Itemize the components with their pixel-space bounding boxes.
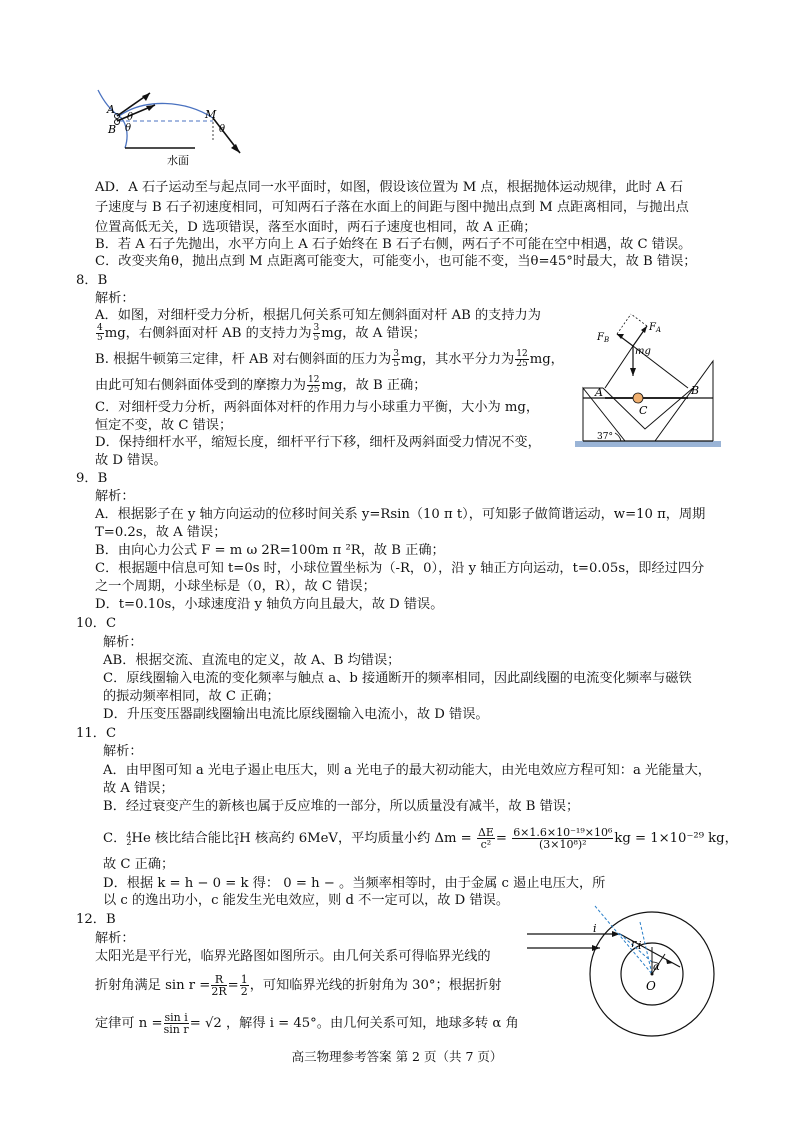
q10-answer: 10．C	[76, 616, 117, 631]
fig3-r-label: r	[631, 937, 637, 950]
q10-jiexi: 解析：	[103, 635, 143, 650]
fig2-fb-label: F	[597, 332, 604, 343]
q12-line-3: 定律可 n = $\frac{\text{sin i}}{\text{sin r}}$ = √2 ，解得 i = 45°。由几何关系可知，地球多转 α 角	[95, 1011, 519, 1036]
q8-a-line-2: $\frac{4}{5}$ mg，右侧斜面对杆 AB 的支持力为 $\frac{3}{5}$ mg，故 A 错误；	[97, 323, 427, 343]
stone-trajectory-figure	[95, 88, 255, 176]
fig3-alpha-label: α	[653, 962, 660, 973]
fig2-mg-label: mg	[635, 346, 651, 357]
q9-c-line-2: 之一个周期，小球坐标是（0，R），故 C 错误；	[95, 579, 376, 594]
q8-jiexi: 解析：	[95, 291, 135, 306]
q10-ab: AB．根据交流、直流电的定义，故 A、B 均错误；	[103, 653, 401, 668]
q11-a-line-2: 故 A 错误；	[103, 781, 174, 796]
q7-ad-line-3: 位置高低无关，D 选项错误，落至水面时，两石子速度也相同，故 A 正确；	[95, 220, 537, 235]
svg-text:FA	[648, 322, 661, 334]
fig1-theta-1: θ	[127, 112, 134, 123]
rod-incline-figure	[575, 306, 723, 454]
q9-c-line-1: C．根据题中信息可知 t=0s 时，小球位置坐标为（-R，0），沿 y 轴正方向运动，t=0.05s，即经过四分	[95, 561, 705, 576]
q8-b-line-1: B. 根据牛顿第三定律，杆 AB 对右侧斜面的压力为 $\frac{3}{5}$ mg，其水平分力为 $\frac{12}{25}$ mg，	[95, 349, 564, 369]
q12-jiexi: 解析：	[95, 931, 135, 946]
fig2-label-b: B	[691, 384, 700, 397]
q10-d: D．升压变压器副线圈输出电流比原线圈输入电流小，故 D 错误。	[103, 707, 489, 722]
q8-b-line-2: 由此可知右侧斜面体受到的摩擦力为 $\frac{12}{25}$ mg，故 B 正确；	[95, 375, 427, 395]
q8-d-line-1: D．保持细杆水平，缩短长度，细杆平行下移，细杆及两斜面受力情况不变，	[95, 435, 541, 450]
q9-jiexi: 解析：	[95, 489, 135, 504]
q7-ad-line-1: AD．A 石子运动至与起点同一水平面时，如图，假设该位置为 M 点，根据抛体运动规律，此时 A 石	[95, 180, 683, 195]
q12-line-1: 太阳光是平行光，临界光路图如图所示。由几何关系可得临界光线的	[95, 949, 491, 964]
q11-d-line-2: 以 c 的逸出功小，c 能发生光电效应，则 d 不一定可以，故 D 错误。	[103, 893, 510, 908]
fig1-label-m: M	[205, 108, 217, 121]
q10-c-line-2: 的振动频率相同，故 C 正确；	[103, 689, 280, 704]
fig1-label-a: A	[107, 103, 115, 116]
fig2-fa-label: F	[649, 322, 656, 333]
fig1-water-label: 水面	[167, 154, 189, 167]
q9-answer: 9．B	[76, 471, 108, 486]
q11-c-line-2: 故 C 正确；	[103, 857, 175, 872]
q11-b: B．经过衰变产生的新核也属于反应堆的一部分，所以质量没有减半，故 B 错误；	[103, 799, 580, 814]
q9-b: B．由向心力公式 F = m ω 2R=100m π ²R，故 B 正确；	[95, 543, 445, 558]
earth-refraction-figure	[525, 902, 730, 1037]
q8-answer: 8．B	[76, 273, 108, 288]
q11-d-line-1: D．根据 k = h − 0 = k 得： 0 = h − 。当频率相等时，由于金属 c 遏止电压大，所	[103, 876, 606, 891]
q10-c-line-1: C．原线圈输入电流的变化频率与触点 a、b 接通断开的频率相同，因此副线圈的电流变化频率与磁铁	[103, 671, 692, 686]
q9-a-line-1: A．根据影子在 y 轴方向运动的位移时间关系 y=Rsin（10 π t），可知影子做简谐运动，w=10 π，周期	[95, 507, 706, 522]
q12-line-2: 折射角满足 sin r = $\frac{R}{2R}$ = $\frac{1}{2}$ ，可知临界光线的折射角为 30°；根据折射	[95, 973, 502, 998]
q8-d-line-2: 故 D 错误。	[95, 453, 167, 468]
q8-a-line-1: A．如图，对细杆受力分析，根据几何关系可知左侧斜面对杆 AB 的支持力为	[95, 308, 541, 323]
q8-c-line-2: 恒定不变，故 C 错误；	[95, 418, 233, 433]
q7-c: C．改变夹角θ，抛出点到 M 点距离可能变大，可能变小，也可能不变，当θ=45°时最大，故 B 错误；	[95, 254, 697, 269]
q9-a-line-2: T=0.2s，故 A 错误；	[95, 525, 227, 540]
q7-b: B．若 A 石子先抛出，水平方向上 A 石子始终在 B 石子右侧，两石子不可能在空中相遇，故 C 错误。	[95, 237, 692, 252]
fig3-i-label-2: i	[638, 939, 642, 952]
fig2-fa-sub: A	[655, 326, 662, 334]
fig2-label-a: A	[595, 386, 603, 399]
fig1-theta-2: θ	[125, 123, 132, 134]
fig2-fb-sub: B	[603, 336, 610, 344]
q9-d: D．t=0.10s，小球速度沿 y 轴负方向且最大，故 D 错误。	[95, 597, 444, 612]
fig1-theta-3: θ	[219, 124, 226, 135]
fig3-i-label: i	[593, 922, 597, 935]
svg-text:FB	[596, 332, 609, 344]
q12-answer: 12．B	[76, 912, 116, 927]
fig2-angle-label: 37°	[597, 432, 613, 442]
q11-c-line-1: C．$^4_2$He 核比结合能比$^2_1$H 核高约 6MeV，平均质量小约 Δm = $\frac{\Delta E}{\text{c²}}$ = $\frac{\text{6×1.6×10⁻¹⁹×10⁶}}{\text{(3×10⁸)²}}$ kg = 1×10⁻²⁹ kg，	[103, 826, 738, 851]
q7-ad-line-2: 子速度与 B 石子初速度相同，可知两石子落在水面上的间距与图中抛出点到 M 点距离相同，与抛出点	[95, 200, 689, 215]
q11-a-line-1: A．由甲图可知 a 光电子遏止电压大，则 a 光电子的最大初动能大，由光电效应方程可知：a 光能量大，	[103, 763, 711, 778]
fig2-label-c: C	[639, 404, 648, 417]
q11-answer: 11．C	[76, 726, 117, 741]
q11-jiexi: 解析：	[103, 744, 143, 759]
fig3-o-label: O	[646, 979, 656, 993]
page-footer: 高三物理参考答案 第 2 页（共 7 页）	[291, 1049, 503, 1064]
fig1-label-b: B	[108, 123, 117, 136]
q8-c-line-1: C．对细杆受力分析，两斜面体对杆的作用力与小球重力平衡，大小为 mg，	[95, 400, 540, 415]
